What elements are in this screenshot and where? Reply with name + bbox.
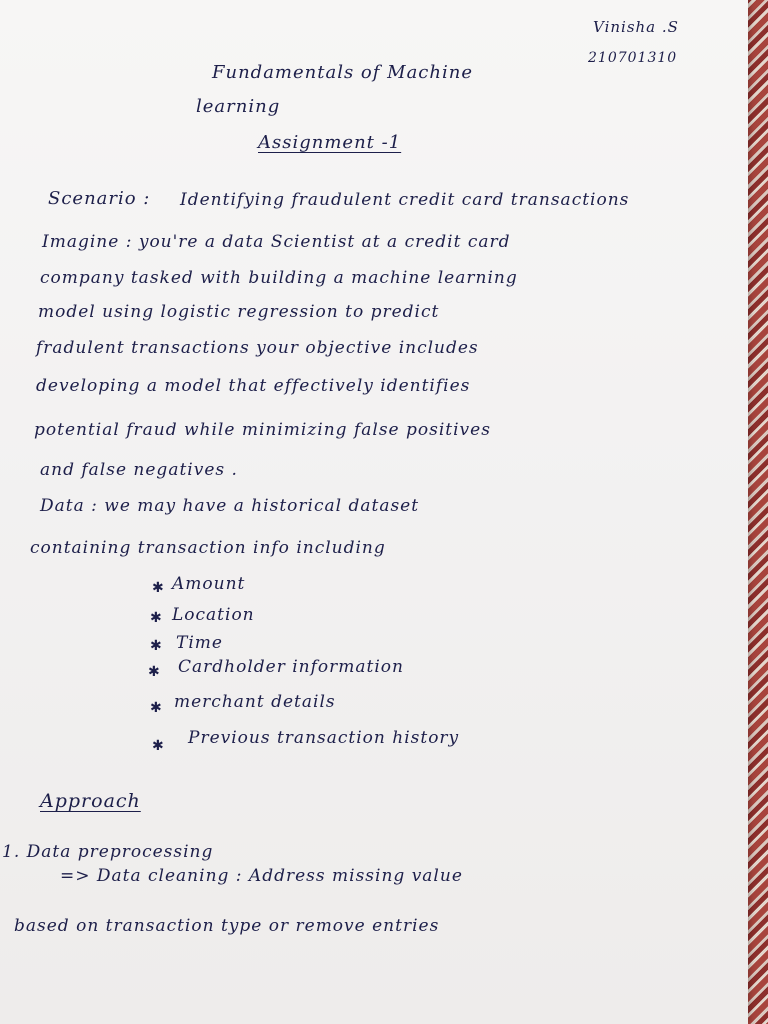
imagine-line: potential fraud while minimizing false positives <box>34 420 491 440</box>
approach-step: 1. Data preprocessing <box>2 842 214 862</box>
bullet-icon: ✱ <box>152 580 164 596</box>
bullet-icon: ✱ <box>152 738 164 754</box>
data-line: containing transaction info including <box>30 538 386 558</box>
imagine-line: company tasked with building a machine learning <box>40 268 518 288</box>
bullet-icon: ✱ <box>150 638 162 654</box>
bullet-item: Time <box>176 633 223 653</box>
approach-line: based on transaction type or remove entries <box>14 916 440 936</box>
bullet-item: Amount <box>172 574 246 594</box>
approach-substep: => Data cleaning : Address missing value <box>60 866 463 886</box>
bullet-item: Previous transaction history <box>188 728 460 748</box>
scenario-text: Identifying fraudulent credit card transactions <box>180 190 630 210</box>
roll-number: 210701310 <box>588 50 678 66</box>
course-title-line2: learning <box>196 96 281 117</box>
bullet-item: merchant details <box>174 692 336 712</box>
imagine-line: and false negatives . <box>40 460 238 480</box>
bullet-icon: ✱ <box>148 664 160 680</box>
imagine-line: developing a model that effectively identifies <box>36 376 471 396</box>
bullet-item: Location <box>172 605 255 625</box>
scenario-label: Scenario : <box>48 188 151 209</box>
imagine-line: fradulent transactions your objective includes <box>36 338 479 358</box>
approach-heading: Approach <box>40 790 141 812</box>
imagine-line: Imagine : you're a data Scientist at a credit card <box>42 232 511 252</box>
data-line: Data : we may have a historical dataset <box>40 496 420 516</box>
bullet-item: Cardholder information <box>178 657 404 677</box>
assignment-title: Assignment -1 <box>258 132 402 153</box>
bullet-icon: ✱ <box>150 700 162 716</box>
student-name: Vinisha .S <box>593 18 679 36</box>
imagine-line: model using logistic regression to predict <box>38 302 440 322</box>
course-title-line1: Fundamentals of Machine <box>212 62 473 83</box>
bullet-icon: ✱ <box>150 610 162 626</box>
